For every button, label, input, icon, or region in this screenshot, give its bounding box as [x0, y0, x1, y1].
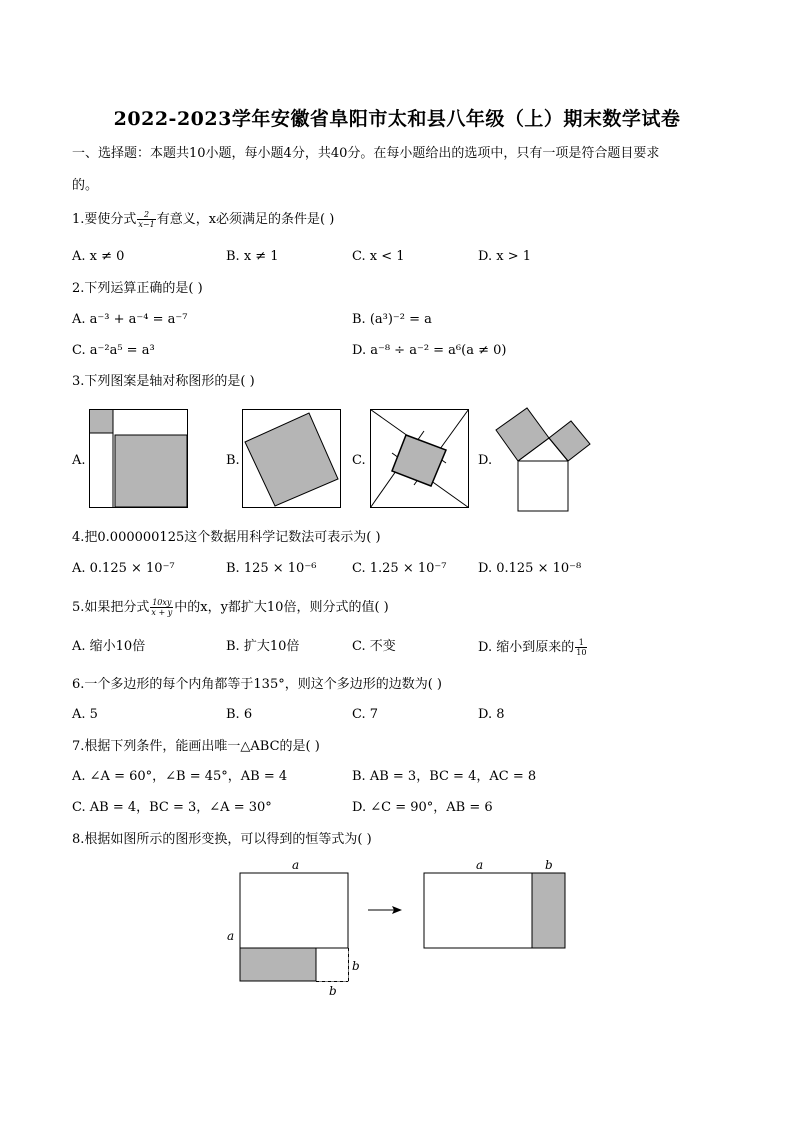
section-instructions-line1: 一、选择题：本题共10小题，每小题4分，共40分。在每小题给出的选项中，只有一项是符合题目要求 [72, 146, 660, 161]
q5-option-d[interactable] [478, 638, 588, 657]
q2-option-a[interactable]: A. a⁻³ + a⁻⁴ = a⁻⁷ [72, 312, 188, 327]
q1-prefix: 1.要使分式 [72, 212, 137, 227]
q2-option-b[interactable]: B. (a³)⁻² = a [352, 312, 432, 327]
q7-option-a[interactable]: A. ∠A = 60°，∠B = 45°，AB = 4 [72, 769, 288, 784]
q5-fraction [150, 598, 173, 617]
question-5-stem [72, 598, 389, 617]
q1-frac-den: x−1 [138, 220, 155, 229]
q3c-center-shaded-square [392, 435, 446, 486]
question-7-stem: 7.根据下列条件，能画出唯一△ABC的是( ) [72, 739, 320, 754]
q8-right-shaded-strip [532, 873, 565, 948]
q8-label-b-side: b [352, 959, 360, 973]
q5-option-b[interactable]: B. 扩大10倍 [226, 639, 300, 654]
q3d-left-shaded-square [496, 408, 549, 461]
q3-option-b-label[interactable]: B. [226, 453, 240, 468]
q4-option-a[interactable]: A. 0.125 × 10⁻⁷ [72, 561, 175, 576]
q3-option-c-label[interactable]: C. [352, 453, 366, 468]
q5d-frac-den: 10 [576, 648, 587, 657]
question-3-stem: 3.下列图案是轴对称图形的是( ) [72, 374, 255, 389]
q3b-tilted-shaded-square [245, 413, 338, 506]
q3-option-d-label[interactable]: D. [478, 453, 493, 468]
q6-option-a[interactable]: A. 5 [72, 707, 98, 722]
q5-prefix: 5.如果把分式 [72, 600, 150, 615]
q2-option-c[interactable]: C. a⁻²a⁵ = a³ [72, 343, 155, 358]
q7-option-b[interactable]: B. AB = 3，BC = 4，AC = 8 [352, 769, 537, 784]
q4-option-b[interactable]: B. 125 × 10⁻⁶ [226, 561, 317, 576]
q8-left-shaded-strip [240, 948, 316, 981]
q3-figure-d[interactable] [494, 405, 594, 513]
q1-suffix: 有意义，x必须满足的条件是( ) [156, 212, 335, 227]
q6-option-d[interactable]: D. 8 [478, 707, 505, 722]
q5d-frac-num: 1 [575, 638, 587, 648]
question-4-stem: 4.把0.000000125这个数据用科学记数法可表示为( ) [72, 530, 381, 545]
question-6-stem: 6.一个多边形的每个内角都等于135°，则这个多边形的边数为( ) [72, 677, 442, 692]
q8-right-rectangle [424, 873, 532, 948]
q8-label-a-side: a [227, 929, 235, 943]
q7-option-d[interactable]: D. ∠C = 90°，AB = 6 [352, 800, 493, 815]
q4-option-c[interactable]: C. 1.25 × 10⁻⁷ [352, 561, 447, 576]
q5-frac-den: x + y [151, 608, 173, 617]
q1-option-c[interactable]: C. x < 1 [352, 249, 405, 264]
q6-option-b[interactable]: B. 6 [226, 707, 253, 722]
q6-option-c[interactable]: C. 7 [352, 707, 379, 722]
q8-label-a-top-right: a [476, 858, 484, 872]
q5-option-c[interactable]: C. 不变 [352, 639, 396, 654]
q5-option-a[interactable]: A. 缩小10倍 [72, 639, 146, 654]
q1-fraction [137, 210, 155, 229]
q1-option-b[interactable]: B. x ≠ 1 [226, 249, 279, 264]
q4-option-d[interactable]: D. 0.125 × 10⁻⁸ [478, 561, 582, 576]
q5-option-d-fraction [575, 638, 587, 657]
q3d-right-shaded-square [549, 421, 590, 461]
exam-title: 2022-2023学年安徽省阜阳市太和县八年级（上）期末数学试卷 [113, 108, 681, 130]
q1-frac-num: 2 [137, 210, 155, 220]
q2-option-d[interactable]: D. a⁻⁸ ÷ a⁻² = a⁶(a ≠ 0) [352, 343, 507, 358]
q8-figure [220, 855, 580, 1000]
q3-figure-b[interactable] [242, 409, 342, 509]
q1-option-d[interactable]: D. x > 1 [478, 249, 531, 264]
q5-option-d-text: D. 缩小到原来的 [478, 640, 575, 655]
q1-option-a[interactable]: A. x ≠ 0 [72, 249, 125, 264]
question-1-stem [72, 210, 334, 229]
section-instructions-line2: 的。 [72, 178, 99, 193]
q3d-bottom-square [518, 461, 568, 511]
q3-figure-c[interactable] [370, 409, 470, 509]
q8-label-b-bottom: b [329, 984, 337, 998]
q3-option-a-label[interactable]: A. [72, 453, 86, 468]
question-2-stem: 2.下列运算正确的是( ) [72, 281, 203, 296]
q3a-large-shaded-square [115, 435, 187, 507]
q8-label-a-top-left: a [292, 858, 300, 872]
q8-label-b-top-right: b [545, 858, 553, 872]
q3a-small-shaded-square [90, 410, 113, 433]
q3-figure-a[interactable] [89, 409, 189, 509]
question-8-stem: 8.根据如图所示的图形变换，可以得到的恒等式为( ) [72, 832, 372, 847]
q5-frac-num: 10xy [152, 598, 172, 607]
q5-suffix: 中的x，y都扩大10倍，则分式的值( ) [174, 600, 389, 615]
q7-option-c[interactable]: C. AB = 4，BC = 3，∠A = 30° [72, 800, 272, 815]
